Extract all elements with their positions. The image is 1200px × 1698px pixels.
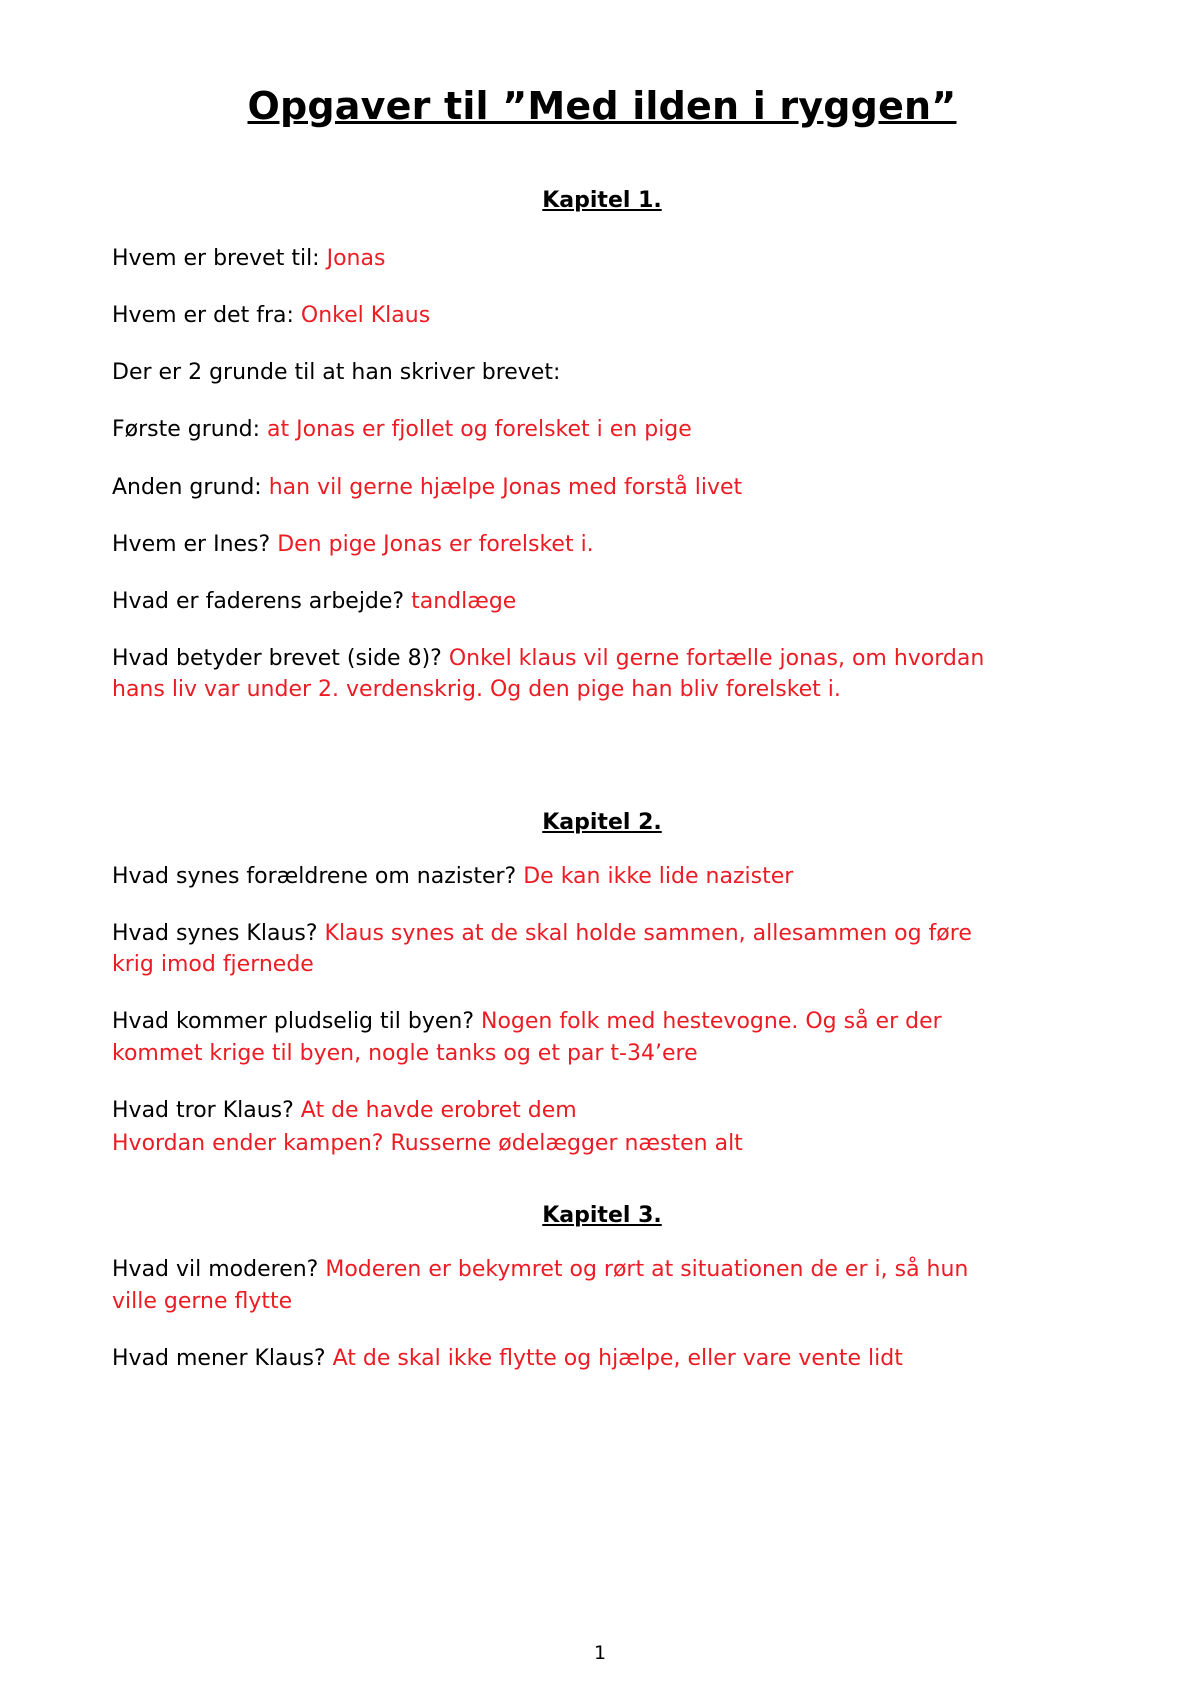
qa-item <box>112 472 1017 503</box>
answer-text: Russerne ødelægger næsten alt <box>390 1131 743 1157</box>
qa-item <box>112 1343 1017 1374</box>
answer-text: Klaus synes at de skal holde sammen, allesammen og føre krig imod fjernede <box>112 920 972 978</box>
question-text: Hvad vil moderen? <box>112 1257 326 1283</box>
qa-item <box>112 643 1017 705</box>
answer-text: han vil gerne hjælpe Jonas med forstå livet <box>268 474 743 500</box>
qa-item <box>112 300 1017 331</box>
qa-item <box>112 1254 1017 1316</box>
answer-text: Nogen folk med hestevogne. Og så er der kommet krige til byen, nogle tanks og et par t-34’ere <box>112 1009 942 1066</box>
section-spacer <box>112 706 1092 752</box>
question-text: Hvad betyder brevet (side 8)? <box>112 646 449 672</box>
answer-text: Onkel Klaus <box>300 302 431 328</box>
question-text: Hvordan ender kampen? <box>112 1131 391 1157</box>
page-number: 1 <box>593 1642 607 1664</box>
question-text: Hvad tror Klaus? <box>112 1097 301 1123</box>
answer-text: Onkel klaus vil gerne fortælle jonas, om hvordan hans liv var under 2. verdenskrig. Og den pige han bliv forelsket i. <box>112 646 985 703</box>
question-text: Hvad kommer pludselig til byen? <box>112 1009 481 1035</box>
section-heading-kapitel-3: Kapitel 3. <box>542 1203 662 1229</box>
qa-item <box>112 861 1017 892</box>
question-text: Anden grund: <box>112 474 269 500</box>
answer-text: at Jonas er fjollet og forelsket i en pige <box>267 417 692 443</box>
question-text: Hvem er det fra: <box>112 302 301 328</box>
answer-text: Den pige Jonas er forelsket i. <box>277 531 594 557</box>
section-heading-kapitel-1: Kapitel 1. <box>542 187 662 213</box>
answer-text: De kan ikke lide nazister <box>523 863 794 889</box>
qa-item <box>112 918 1017 980</box>
question-text: Der er 2 grunde til at han skriver brevet: <box>112 360 561 386</box>
qa-item <box>112 529 1017 560</box>
qa-item <box>112 357 1017 388</box>
answer-text: At de havde erobret dem <box>300 1097 577 1123</box>
question-text: Hvem er brevet til: <box>112 245 327 271</box>
section-heading-kapitel-2: Kapitel 2. <box>542 809 662 835</box>
answer-text: Moderen er bekymret og rørt at situationen de er i, så hun ville gerne flytte <box>112 1257 969 1314</box>
question-text: Hvem er Ines? <box>112 531 278 557</box>
question-text: Hvad synes Klaus? <box>112 920 325 946</box>
answer-text: At de skal ikke flytte og hjælpe, eller vare vente lidt <box>332 1345 903 1371</box>
page-title: Opgaver til ”Med ilden i ryggen” <box>247 84 957 128</box>
qa-item <box>112 1006 1017 1068</box>
question-text: Første grund: <box>112 417 268 443</box>
question-text: Hvad synes forældrene om nazister? <box>112 863 524 889</box>
question-text: Hvad mener Klaus? <box>112 1345 333 1371</box>
answer-text: Jonas <box>326 245 386 271</box>
qa-item <box>112 243 1017 274</box>
answer-text: tandlæge <box>411 589 517 614</box>
qa-item <box>112 1128 1017 1159</box>
qa-item <box>112 1095 1017 1126</box>
qa-item <box>112 414 1017 445</box>
qa-item <box>112 586 1017 617</box>
question-text: Hvad er faderens arbejde? <box>112 589 412 614</box>
